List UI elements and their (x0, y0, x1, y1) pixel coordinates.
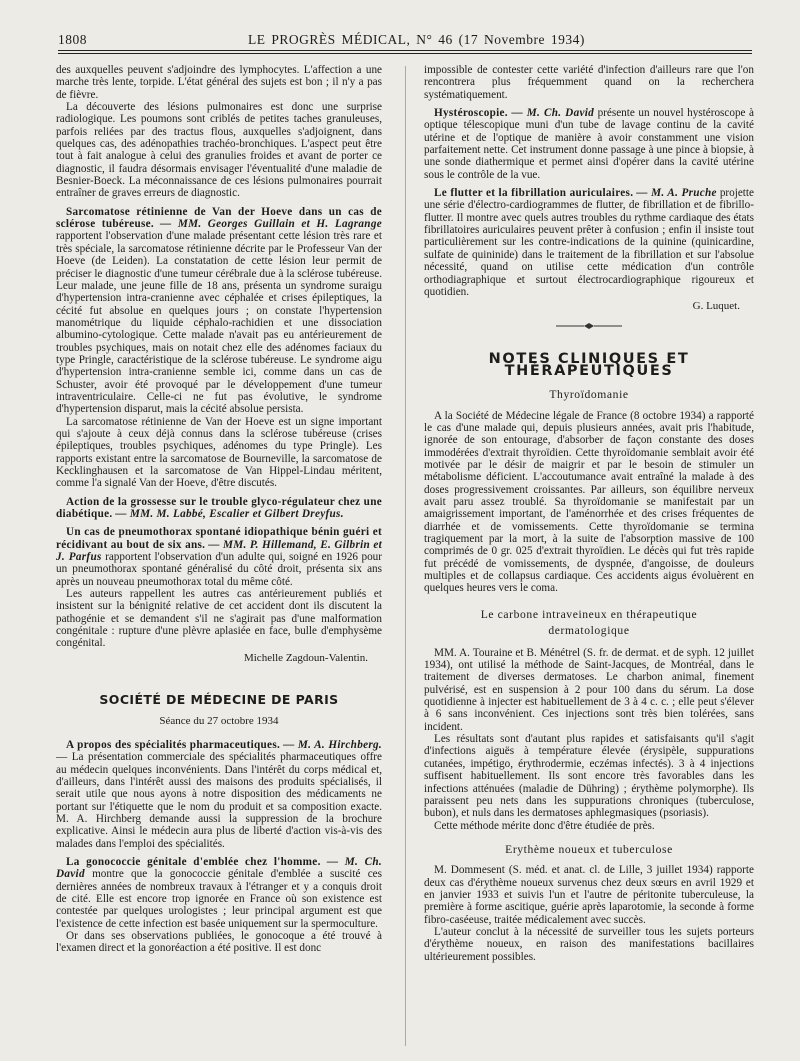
article-action-grossesse (56, 496, 382, 521)
article-text: rapportent l'observation d'un adulte qui, soigné en 1926 pour un pneumothorax spontané généralisé du côté droit, présenta six ans après un nouveau pneumothorax total du même côté. (56, 551, 382, 588)
article-title: Erythème noueux et tuberculose (505, 842, 673, 856)
paragraph: La découverte des lésions pulmonaires est donc une surprise radiologique. Les poumons sont criblés de petites taches granuleuses, parfois reliées par des tractus flous, auxquelles s'adjoignent, dans quelques cas, des adénopathies trachéo-bronchiques. L'aspect peut être tout à fait analogue à celui des granulies froides et avant de porter ce diagnostic, il faudra désormais envisager l'éventualité d'une maladie de Besnier-Boeck. La méconnaissance de ces lésions pulmonaires pourrait entraîner de graves erreurs de diagnostic. (56, 101, 382, 200)
article-title (424, 607, 754, 639)
paragraph: Cette méthode mérite donc d'être étudiée de près. (434, 819, 655, 832)
paragraph: Les auteurs rappellent les autres cas antérieurement publiés et insistent sur la bénignité relative de cet accident dont ils discutent la pathogénie et se demandent s'il ne s'agirait pas d'une malformation congénitale : rupture d'une plèvre aplasiée en face, bulle d'emphysème congénital. (56, 588, 382, 650)
paragraph: Or dans ses observations publiées, le gonocoque a été trouvé à l'examen direct et la gonoréaction a été positive. Il est donc (56, 930, 382, 955)
article-heading: Action de la grossesse sur le trouble glyco-régulateur chez une diabétique. (56, 495, 382, 521)
seance-date: Séance du 27 octobre 1934 (159, 714, 279, 727)
article-authors: — MM. Georges Guillain et H. Lagrange (160, 218, 382, 231)
article-title-line: Le carbone intraveineux en thérapeutique (480, 607, 698, 621)
article-authors: — M. Ch. David (511, 107, 595, 120)
article-heading: Hystéroscopie. (434, 107, 508, 120)
article-authors: — MM. M. Labbé, Escalier et Gilbert Dreyfus. (115, 508, 344, 521)
article-authors: — MM. P. Hillemand, E. Gilbrin et J. Parfus (56, 538, 382, 564)
article-hysteroscopie (424, 107, 754, 181)
article-heading: Un cas de pneumothorax spontané idiopathique bénin guéri et récidivant au bout de six ans. (56, 526, 382, 551)
page-number: 1808 (58, 32, 87, 47)
right-column (424, 64, 754, 963)
article-authors: — M. A. Hirchberg. (283, 738, 383, 751)
article-authors: — M. Ch. David (56, 855, 382, 881)
article-heading: A propos des spécialités pharmaceutiques. (66, 738, 281, 751)
article-text: projette une série d'électro-cardiogrammes de flutter, de fibrillation et de fibrillo-flutter. Il montre avec quels autres troubles du rythme cardiaque des états fibrillatoires auriculaires peuvent prêter à confusion ; enfin il insiste tout particulièrement sur les contre-indications de la quinine (quinicardine, sulfate de quininide) dans le traitement de la fibrillation et sur l'absolue nécessité, quand on utilise cette médication d'un contrôle orthodiagraphique et surtout électrocardiographique rigoureux et quotidien. (424, 187, 754, 298)
left-column (56, 64, 382, 955)
header-rule-double (58, 53, 752, 54)
article-heading: La gonococcie génitale d'emblée chez l'homme. (66, 855, 321, 868)
article-title: Thyroïdomanie (549, 388, 629, 402)
running-title: LE PROGRÈS MÉDICAL, N° 46 (17 Novembre 1934) (248, 32, 585, 47)
paragraph: impossible de contester cette variété d'infection d'ailleurs rare que l'on rencontrera plus fréquemment quand on la recherchera systématiquement. (424, 64, 754, 101)
paragraph: M. Dommesent (S. méd. et anat. cl. de Lille, 3 juillet 1934) rapporte deux cas d'érythème noueux survenus chez deux sœurs en avril 1929 et en janvier 1933 et suivis l'un et l'autre de péritonite tuberculeuse, la première à forme ascitique, guérie après laparotomie, la seconde à forme fibro-caséeuse, traitée médicalement avec succès. (424, 864, 754, 926)
article-text: — La présentation commerciale des spécialités pharmaceutiques offre au médecin quelques inconvénients. Dans l'intérêt du corps médical et, d'ailleurs, dans l'intérêt aussi des maisons des produits spécialisés, il serait utile que nous ayons à notre disposition des médicaments ne portant sur l'étiquette que le nom du produit et sa composition exacte. M. A. Hirchberg demande aussi la suppression de la brochure explicative. Ainsi le médecin aura plus de liberté d'action vis-à-vis des malades dans l'emploi des spécialités. (56, 751, 382, 850)
article-specialites (56, 739, 382, 850)
article-title-line: dermatologique (548, 623, 630, 637)
article-heading: Sarcomatose rétinienne de Van der Hoeve dans un cas de sclérose tubéreuse. (56, 205, 382, 231)
article-sarcomatose (56, 206, 382, 490)
article-gonococcie (56, 856, 382, 955)
article-authors: — M. A. Pruche (636, 187, 717, 200)
article-flutter (424, 187, 754, 312)
paragraph: L'auteur conclut à la nécessité de surveiller tous les sujets porteurs d'érythème noueux, en raison des manifestations bacillaires ultérieurement possibles. (424, 925, 754, 963)
section-title: NOTES CLINIQUES ET THÉRAPEUTIQUES (488, 350, 690, 379)
article-text: montre que la gonococcie génitale d'emblée a suscité ces dernières années de nombreux travaux à l'étranger et y a conquis droit de cité. Elle est encore trop ignorée en France où son existence est contestée par quelques urologistes ; leur principal argument est que l'existence de cette infection est basée uniquement sur la spermoculture. (56, 868, 382, 930)
article-heading: Le flutter et la fibrillation auriculaires. (434, 187, 634, 200)
paragraph: MM. A. Touraine et B. Ménétrel (S. fr. de dermat. et de syph. 12 juillet 1934), ont utilisé la méthode de Saint-Jacques, de Montréal, dans le traitement de diverses dermatoses. Le charbon animal, finement pulvérisé, est en suspension à 2 pour 100 dans du sérum. La dose quotidienne à injecter est habituellement de 3 à 4 c. c. ; elle peut s'élever à 6 sans inconvénient. Ces injections sont très bien tolérées, sans incident. (424, 646, 754, 733)
signature: G. Luquet. (692, 300, 740, 313)
section-title: SOCIÉTÉ DE MÉDECINE DE PARIS (99, 692, 339, 708)
paragraph: Les résultats sont d'autant plus rapides et satisfaisants qu'il s'agit d'infections aiguës à température élevée (érysipèle, suppurations cutanées, impétigo, érythrodermie, eczémas infectés). 3 à 4 injections suffisent habituellement. Ils sont encore très favorables dans les infections atténuées (maladie de Dühring) ; érythème polymorphe). Ils paraissent peu nets dans les suppurations chroniques (tuberculose, bubon), et nuls dans les dermatoses aphlegmasiques (psoriasis). (424, 733, 754, 820)
paragraph: A la Société de Médecine légale de France (8 octobre 1934) a rapporté le cas d'une malade qui, depuis plusieurs années, avait pris l'habitude, ignorée de son entourage, d'absorber de façon constante des doses immodérées d'extrait thyroïdien. Cette thyroïdomanie semblait avoir été motivée par le désir de maigrir et par le besoin de stimuler un métabolisme déficient. L'accoutumance avait entraîné la malade à des doses progressivement croissantes. Par ailleurs, son équilibre nerveux avait paru assez troublé. Sa thyroïdomanie se manifestait par un amaigrissement important, de l'aménorrhée et des crises fréquentes de diarrhée et de vomissements. Cette thyroïdomanie se termina tragiquement par la mort, à la suite de l'absorption massive de 100 comprimés de 0 gr. 025 d'extrait thyroïdien. Le décès qui fut très rapide fut précédé de vomissements, de dyspnée, d'angoisse, de douleurs multiples et de collapsus cardiaque. Ces accidents aigus évoluèrent en quelques heures vers le coma. (424, 409, 754, 595)
article-pneumothorax (56, 526, 382, 664)
header-rule (58, 50, 752, 51)
paragraph: des auxquelles peuvent s'adjoindre des lymphocytes. L'affection a une marche très lente, torpide. L'état général des sujets est bon ; il n'y a pas de fièvre. (56, 64, 382, 101)
article-text: présente un nouvel hystéroscope à optique télescopique muni d'un tube de lavage continu de la cavité utérine et de l'optique de manière à avoir constamment une vision parfaitement nette. Cet instrument donne passage à une pince à biopsie, à une sonde diathermique et permet ainsi d'opérer dans la cavité utérine sous le contrôle de la vue. (424, 107, 755, 181)
column-divider (405, 66, 406, 1046)
paragraph: La sarcomatose rétinienne de Van der Hoeve est un signe important qui s'ajoute à ceux déjà connus dans la sclérose tubéreuse (crises épileptiques, troubles psychiques, adénomes du type Pringle). Les rapports existant entre la sarcomatose de Bourneville, la sarcomatose de Kecklinghausen et la sarcomatose de Van Hippel-Lindau méritent, comme l'a signalé Van der Hoeve, d'être discutés. (56, 415, 382, 490)
article-text: rapportent l'observation d'une malade présentant cette lésion très rare et très spéciale, la sarcomatose rétinienne décrite par le Professeur Van der Hoeve (de Leiden). La constatation de cette lésion leur permit de préciser le diagnostic d'une tumeur cérébrale due à la sclérose tubéreuse. Leur malade, une jeune fille de 18 ans, présenta un syndrome suraigu d'hypertension intra-cranienne avec céphalée et crises épileptiques, la cécité fut absolue en quelques jours ; on constate l'hypertension manométrique du liquide céphalo-rachidien et une dissociation albumino-cytologique. Cette malade n'avait pas eu antérieurement de troubles psychiques, mais on notait chez elle des adénomes faciaux du type Pringle, caractéristique de la sclérose tubéreuse. Le syndrome aigu d'hypertension intra-cranienne semble ici, comme dans un cas de Schuster, avoir été provoqué par le développement d'une tumeur intraventriculaire. Celle-ci ne fut pas évolutive, le syndrome d'hypertension disparut, mais la cécité absolue persista. (56, 230, 382, 416)
ornament-divider (424, 321, 754, 331)
signature: Michelle Zagdoun-Valentin. (243, 651, 368, 664)
